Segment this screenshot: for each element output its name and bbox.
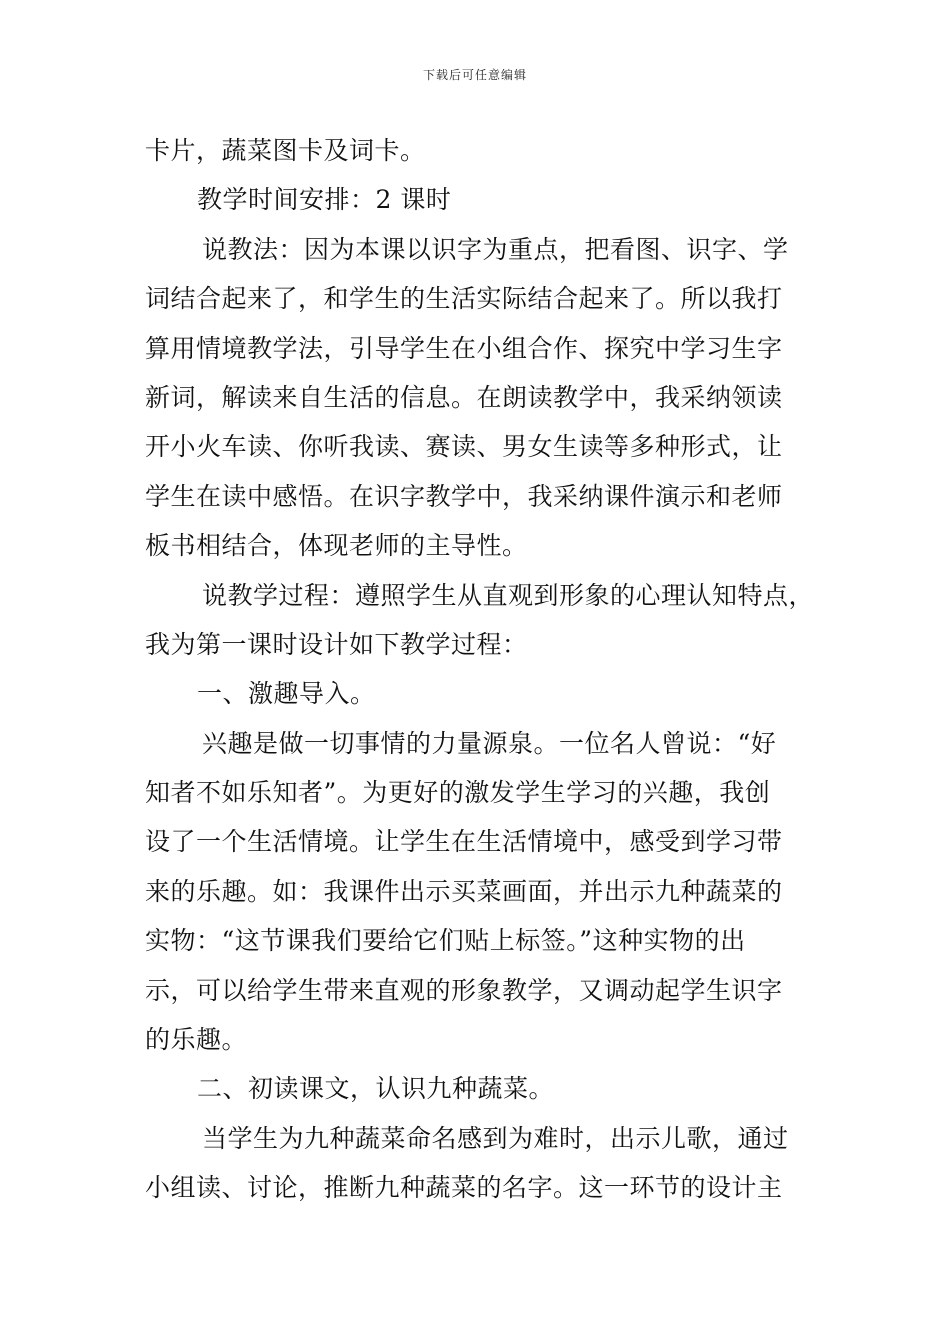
text-line: 新词，解读来自生活的信息。在朗读教学中，我采纳领读 [145, 382, 783, 412]
text-line: 词结合起来了，和学生的生活实际结合起来了。所以我打 [145, 284, 783, 314]
text-line: 说教学过程：遵照学生从直观到形象的心理认知特点， [202, 580, 815, 610]
text-line: 的乐趣。 [145, 1025, 248, 1055]
text-line: 板书相结合，体现老师的主导性。 [145, 531, 528, 561]
text-line: 来的乐趣。如：我课件出示买菜画面，并出示九种蔬菜的 [145, 876, 783, 906]
text-line: 二、初读课文，认识九种蔬菜。 [197, 1074, 555, 1104]
document-body [145, 126, 815, 1213]
text-line: 卡片，蔬菜图卡及词卡。 [145, 136, 426, 165]
text-line: 小组读、讨论，推断九种蔬菜的名字。这一环节的设计主 [145, 1173, 783, 1203]
text-line: 兴趣是做一切事情的力量源泉。一位名人曾说：“好 [202, 728, 777, 758]
text-line: 算用情境教学法，引导学生在小组合作、探究中学习生字 [145, 333, 783, 363]
text-line: 示，可以给学生带来直观的形象教学，又调动起学生识字 [145, 975, 783, 1005]
text-line: 学生在读中感悟。在识字教学中，我采纳课件演示和老师 [145, 481, 783, 511]
text-line: 开小火车读、你听我读、赛读、男女生读等多种形式，让 [145, 432, 783, 462]
page-header: 下载后可任意编辑 [422, 68, 527, 82]
text-line: 一、激趣导入。 [197, 679, 376, 709]
text-line: 实物：“这节课我们要给它们贴上标签。”这种实物的出 [145, 926, 746, 956]
text-line: 当学生为九种蔬菜命名感到为难时，出示儿歌，通过 [202, 1123, 789, 1153]
text-line: 我为第一课时设计如下教学过程： [145, 629, 528, 659]
text-line: 设了一个生活情境。让学生在生活情境中，感受到学习带 [145, 827, 783, 857]
text-line: 知者不如乐知者”。为更好的激发学生学习的兴趣，我创 [145, 778, 771, 808]
text-line: 教学时间安排：2 课时 [197, 185, 452, 215]
text-line: 说教法：因为本课以识字为重点，把看图、识字、学 [202, 234, 789, 264]
